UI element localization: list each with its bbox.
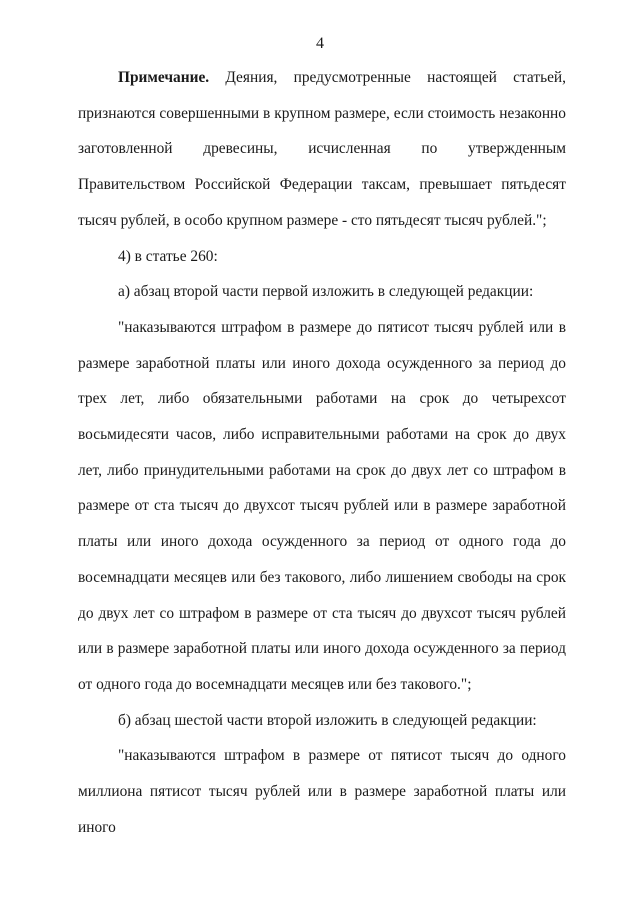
page-number: 4 [316,35,324,52]
note-paragraph [78,60,566,239]
item-4-paragraph: 4) в статье 260: [118,247,218,265]
item-b-paragraph: б) абзац шестой части второй изложить в следующей редакции: [118,711,537,729]
document-body [78,60,566,845]
quote-b-paragraph: "наказываются штрафом в размере от пятисот тысяч до одного миллиона пятисот тысяч рублей или в размере заработной платы или иного [78,747,566,836]
quote-a-paragraph: "наказываются штрафом в размере до пятисот тысяч рублей или в размере заработной платы или иного дохода осужденного за период до трех лет, либо обязательными работами на срок до четырехсот восьмидесяти часов, либо исправительными работами на срок до двух лет, либо принудительными работами на срок до двух лет со штрафом в размере от ста тысяч до двухсот тысяч рублей или в размере заработной платы или иного дохода осужденного за период от одного года до восемнадцати месяцев или без такового, либо лишением свободы на срок до двух лет со штрафом в размере от ста тысяч до двухсот тысяч рублей или в размере заработной платы или иного дохода осужденного за период от одного года до восемнадцати месяцев или без такового."; [78,318,566,693]
note-text: Деяния, предусмотренные настоящей статьей, признаются совершенными в крупном размере, если стоимость незаконно заготовленной древесины, исчисленная по утвержденным Правительством Российской Федерации таксам, превышает пятьдесят тысяч рублей, в особо крупном размере - сто пятьдесят тысяч рублей."; [78,69,566,229]
item-a-paragraph: а) абзац второй части первой изложить в следующей редакции: [118,283,534,301]
note-label: Примечание. [118,69,210,86]
